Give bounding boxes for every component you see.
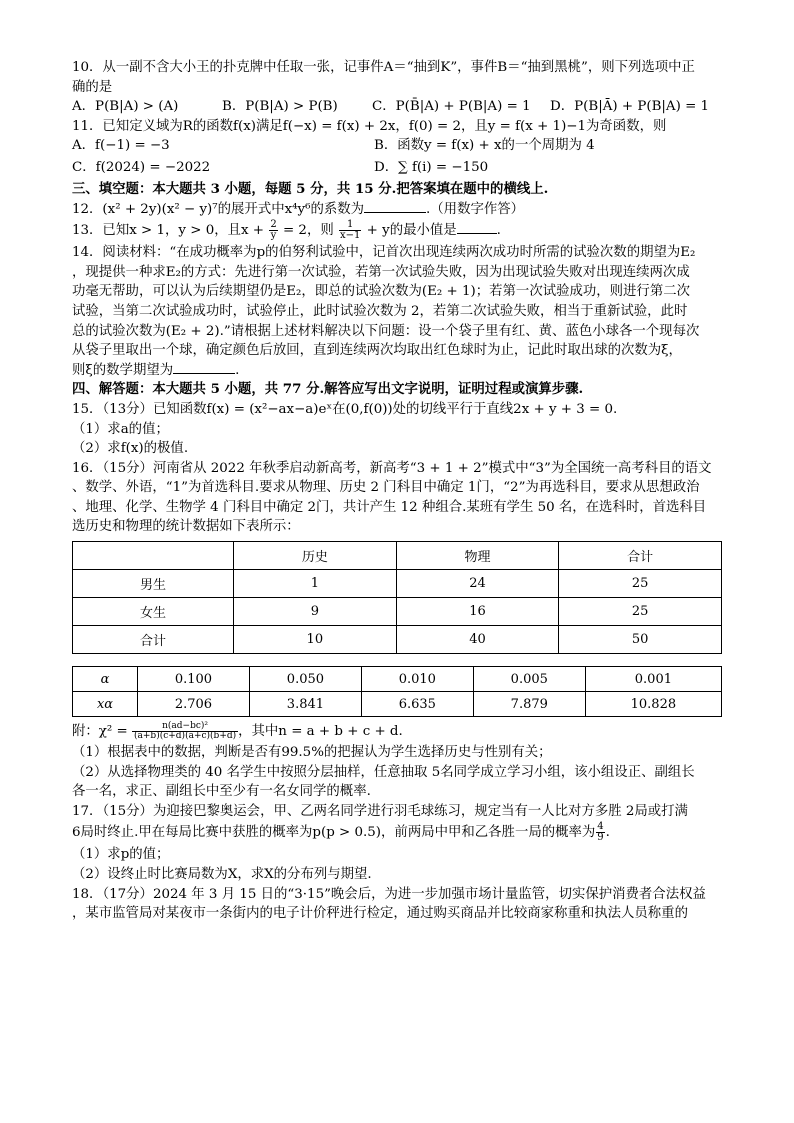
q10-option-c: C．P(B̄|A) + P(B|A) = 1 — [372, 99, 531, 115]
question-16 — [72, 459, 724, 802]
q11-option-b: B．函数y = f(x) + x的一个周期为 4 — [374, 138, 595, 154]
q11-option-a: A．f(−1) = −3 — [72, 138, 170, 154]
q13-frac1-denominator: y — [270, 230, 277, 242]
table-cell: 女生 — [73, 598, 234, 626]
q14-line: 总的试验次数为(E₂ + 2).”请根据上述材料解决以下问题：设一个袋子里有红、黄、蓝色小球各一个现每次 — [72, 323, 700, 339]
q16-statistics-table — [72, 541, 722, 654]
q15-part-2: （2）求f(x)的极值. — [72, 441, 189, 457]
question-11 — [72, 117, 724, 180]
q17-part-1: （1）求p的值； — [72, 847, 170, 863]
table-cell: 25 — [559, 598, 722, 626]
table-row — [73, 667, 722, 692]
chi-square-fraction — [132, 722, 238, 741]
q11-option-c: C．f(2024) = −2022 — [72, 159, 211, 175]
question-17 — [72, 802, 724, 885]
table-cell: 0.001 — [585, 667, 721, 692]
question-12 — [72, 200, 724, 220]
table-cell: 0.100 — [138, 667, 250, 692]
q15-part-1: （1）求a的值； — [72, 421, 169, 437]
q11-option-d: D．∑ f(i) = −150 — [374, 159, 489, 175]
q17-line2 — [72, 821, 724, 845]
q10-options — [72, 97, 724, 117]
table-header-cell — [73, 542, 234, 570]
q17-part-2: （2）设终止时比赛局数为X，求X的分布列与期望. — [72, 867, 372, 883]
q14-answer-blank[interactable] — [173, 361, 235, 374]
table-cell: 9 — [234, 598, 397, 626]
q15-stem: 15．（13分）已知函数f(x) = (x²−ax−a)eˣ在(0,f(0))处的切线平行于直线2x + y + 3 = 0. — [72, 401, 618, 417]
table-row — [73, 692, 722, 717]
q12-answer-blank[interactable] — [364, 200, 426, 213]
table-cell: 3.841 — [249, 692, 361, 717]
q11-stem: 11．已知定义域为R的函数f(x)满足f(−x) = f(x) + 2x，f(0) = 2，且y = f(x + 1)−1为奇函数，则 — [72, 118, 667, 134]
table-cell: 0.005 — [473, 667, 585, 692]
q13-mid: = 2，则 — [282, 223, 334, 239]
table-cell: 24 — [396, 570, 559, 598]
question-18 — [72, 885, 724, 924]
table-cell: 40 — [396, 626, 559, 654]
section-3-heading: 三、填空题：本大题共 3 小题，每题 5 分，共 15 分.把答案填在题中的横线上. — [72, 180, 549, 197]
q16-formula-post: ，其中n = a + b + c + d. — [238, 724, 403, 740]
table-row — [73, 598, 722, 626]
table-cell: 25 — [559, 570, 722, 598]
q13-answer-blank[interactable] — [457, 221, 497, 234]
table-header-cell: 历史 — [234, 542, 397, 570]
q14-line: 14．阅读材料：“在成功概率为p的伯努利试验中，记首次出现连续两次成功时所需的试验次数的期望为E₂ — [72, 245, 696, 261]
q16-part-2: （2）从选择物理类的 40 名学生中按照分层抽样，任意抽取 5名同学成立学习小组，该小组设正、副组长 — [72, 764, 695, 780]
table-cell: 男生 — [73, 570, 234, 598]
q17-line1: 17．（15分）为迎接巴黎奥运会，甲、乙两名同学进行羽毛球练习，规定当有一人比对方多胜 2局或打满 — [72, 803, 688, 819]
q14-line: 从袋子里取出一个球，确定颜色后放回，直到连续两次均取出红色球时为止，记此时取出球的次数为ξ， — [72, 343, 682, 359]
q10-stem-line1: 10．从一副不含大小王的扑克牌中任取一张，记事件A＝“抽到K”，事件B＝“抽到黑桃”，则下列选项中正 — [72, 60, 695, 75]
q16-line: 选历史和物理的统计数据如下表所示： — [72, 519, 300, 535]
q10-option-a: A．P(B|A) > (A) — [72, 99, 179, 115]
q16-line: 、数学、外语，“1”为首选科目.要求从物理、历史 2 门科目中确定 1门，“2”为再选科目，要求从思想政治 — [72, 480, 700, 496]
question-14 — [72, 243, 724, 380]
chi-square-denominator: (a+b)(c+d)(a+c)(b+d) — [134, 731, 237, 742]
table-cell: 10.828 — [585, 692, 721, 717]
q14-last-text: 则ξ的数学期望为 — [72, 362, 174, 378]
table-cell: 16 — [396, 598, 559, 626]
q16-formula — [72, 721, 724, 743]
q18-line: ，某市监管局对某夜市一条街内的电子计价秤进行检定，通过购买商品并比较商家称重和执法人员称重的 — [72, 906, 688, 922]
q18-line: 18．（17分）2024 年 3 月 15 日的“3·15”晚会后，为进一步加强市场计量监管，切实保护消费者合法权益 — [72, 886, 706, 902]
q16-part-1: （1）根据表中的数据，判断是否有99.5%的把握认为学生选择历史与性别有关； — [72, 745, 552, 761]
table-cell: 10 — [234, 626, 397, 654]
q13-end: . — [496, 223, 501, 239]
q13-frac2-numerator: 1 — [339, 220, 361, 231]
q17-frac-denominator: 9 — [597, 832, 604, 844]
q12-after: .（用数字作答） — [426, 201, 525, 217]
q14-last-line — [72, 361, 724, 381]
q16-formula-pre: 附：χ² = — [72, 724, 128, 740]
question-13 — [72, 219, 724, 243]
q11-options-row1 — [72, 136, 724, 156]
q13-frac1-numerator: 2 — [270, 219, 277, 231]
table-cell: 7.879 — [473, 692, 585, 717]
q13-pre: 13．已知x > 1，y > 0，且x + — [72, 223, 265, 239]
q13-frac2-denominator: x−1 — [340, 230, 361, 242]
q13-fraction-1 — [269, 220, 277, 241]
q14-end: . — [235, 362, 240, 378]
exam-page — [72, 58, 724, 924]
q17-line2-end: . — [605, 825, 610, 841]
table-row — [73, 626, 722, 654]
table-cell: α — [73, 667, 138, 692]
table-cell: 0.050 — [249, 667, 361, 692]
q14-line: 试验，当第二次试验成功时，试验停止，此时试验次数为 2，若第二次试验失败，相当于重新试验，此时 — [72, 303, 688, 319]
q10-option-b: B．P(B|A) > P(B) — [222, 99, 338, 115]
q16-part-2-cont: 各一名，求正、副组长中至少有一名女同学的概率. — [72, 784, 371, 800]
question-10 — [72, 58, 724, 117]
q17-line2-text: 6局时终止.甲在每局比赛中获胜的概率为p(p > 0.5)，前两局中甲和乙各胜一局的概率为 — [72, 825, 596, 841]
section-4-heading: 四、解答题：本大题共 5 小题，共 77 分.解答应写出文字说明，证明过程或演算步骤. — [72, 381, 584, 398]
q11-options-row2 — [72, 156, 724, 180]
table-cell: 0.010 — [361, 667, 473, 692]
table-cell: 50 — [559, 626, 722, 654]
q12-text: 12．(x² + 2y)(x² − y)⁷的展开式中x⁴y⁶的系数为 — [72, 201, 365, 217]
table-cell: xα — [73, 692, 138, 717]
question-15 — [72, 400, 724, 459]
q17-frac-numerator: 4 — [597, 821, 604, 833]
q10-stem-line2: 确的是 — [72, 79, 113, 95]
table-row — [73, 570, 722, 598]
table-header-cell: 物理 — [396, 542, 559, 570]
table-cell: 2.706 — [138, 692, 250, 717]
table-header-cell: 合计 — [559, 542, 722, 570]
q14-line: ，现提供一种求E₂的方式：先进行第一次试验，若第一次试验失败，因为出现试验失败对出现连续两次成 — [72, 264, 690, 280]
q14-line: 功毫无帮助，可以认为后续期望仍是E₂，即总的试验次数为(E₂ + 1)；若第一次试验成功，则进行第二次 — [72, 284, 690, 300]
q13-fraction-2 — [339, 220, 361, 241]
table-cell: 1 — [234, 570, 397, 598]
table-cell: 6.635 — [361, 692, 473, 717]
q17-fraction — [596, 822, 604, 843]
q16-critical-value-table — [72, 666, 722, 717]
table-cell: 合计 — [73, 626, 234, 654]
q10-option-d: D．P(B|Ā) + P(B|A) = 1 — [550, 99, 710, 115]
table-header-row — [73, 542, 722, 570]
q16-line: 16．（15分）河南省从 2022 年秋季启动新高考，新高考“3 + 1 + 2”模式中“3”为全国统一高考科目的语文 — [72, 460, 712, 476]
q13-post: + y的最小值是 — [366, 223, 457, 239]
chi-square-numerator: n(ad−bc)² — [132, 722, 238, 732]
q16-line: 、地理、化学、生物学 4 门科目中确定 2门，共计产生 12 种组合.某班有学生 50 名，在选科时，首选科目 — [72, 499, 707, 515]
